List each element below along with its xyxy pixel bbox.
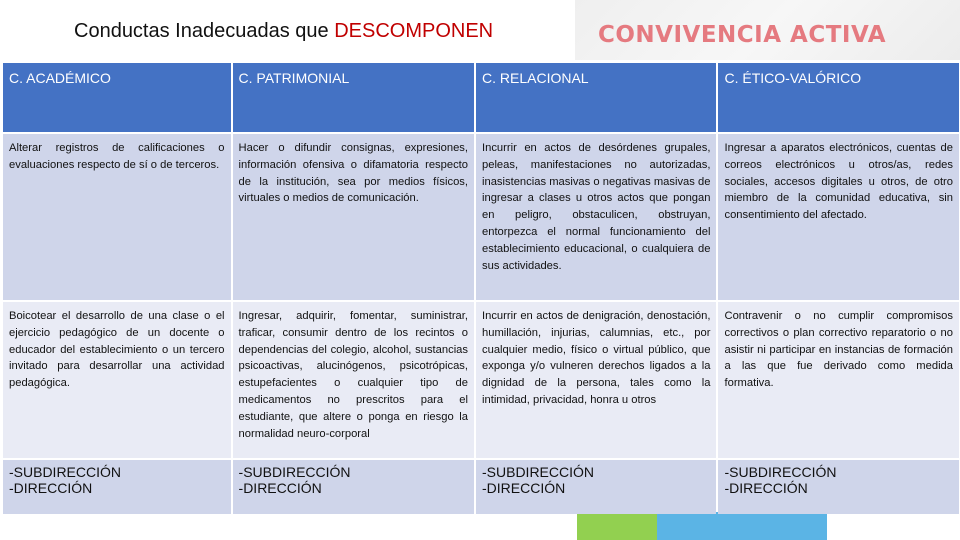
conduct-table [1, 61, 960, 516]
table-cell: Ingresar, adquirir, fomentar, suministrar, traficar, consumir dentro de los recintos o dependencias del colegio, alcohol, sustancias psicoactivas, alucinógenos, psicotrópicas, estupefacientes o cualquier tipo de medicamentos no prescritos para el estudiante, que altere o ponga en riesgo la normalidad neuro-corporal [233, 302, 474, 458]
responsible-cell [3, 460, 231, 514]
convivencia-activa-logo: CONVIVENCIA ACTIVA [598, 22, 887, 48]
header-relacional: C. RELACIONAL [476, 63, 716, 132]
title-highlight: DESCOMPONEN [334, 20, 494, 42]
header-etico-valorico: C. ÉTICO-VALÓRICO [718, 63, 959, 132]
table-cell: Hacer o difundir consignas, expresiones, información ofensiva o difamatoria respecto de la institución, sea por medios físicos, virtuales o medios de comunicación. [233, 134, 474, 300]
responsible-row [3, 460, 959, 514]
responsible-cell [718, 460, 959, 514]
table-cell: Incurrir en actos de denigración, denostación, humillación, injurias, calumnias, etc., por cualquier medio, físico o virtual público, que exponga y/o vulneren derechos ligados a la dignidad de la persona, tales como la intimidad, privacidad, honra u otros [476, 302, 716, 458]
responsible-line: -DIRECCIÓN [238, 480, 322, 496]
header-patrimonial: C. PATRIMONIAL [233, 63, 474, 132]
responsible-cell [476, 460, 716, 514]
table-row [3, 134, 959, 300]
table-row [3, 302, 959, 458]
responsible-line: -DIRECCIÓN [724, 480, 808, 496]
responsible-line: -SUBDIRECCIÓN [724, 464, 837, 480]
responsible-line: -SUBDIRECCIÓN [9, 464, 122, 480]
table-cell: Ingresar a aparatos electrónicos, cuentas de correos electrónicos u otros/as, redes sociales, accesos digitales u otros, de otro miembro de la comunidad educativa, sin consentimiento del afectado. [718, 134, 959, 300]
table-cell: Contravenir o no cumplir compromisos correctivos o plan correctivo reparatorio o no asistir ni participar en instancias de formación a las que fue derivado como medida formativa. [718, 302, 959, 458]
header-academico: C. ACADÉMICO [3, 63, 231, 132]
decorative-blue-bar [657, 512, 827, 540]
table-cell: Incurrir en actos de desórdenes grupales, peleas, manifestaciones no autorizadas, inasistencias masivas o negativas masivas de ingresar a clases u otros actos que pongan en peligro, obstaculicen, obstruyan, entorpezca el normal funcionamiento del establecimiento educacional, o cualquiera de sus actividades. [476, 134, 716, 300]
page-title [74, 20, 493, 43]
responsible-line: -SUBDIRECCIÓN [482, 464, 595, 480]
table-cell: Boicotear el desarrollo de una clase o el ejercicio pedagógico de un docente o educador del establecimiento o un tercero invitado para desarrollar una actividad pedagógica. [3, 302, 231, 458]
table-cell: Alterar registros de calificaciones o evaluaciones respecto de sí o de terceros. [3, 134, 231, 300]
responsible-line: -DIRECCIÓN [482, 480, 566, 496]
decorative-green-bar [577, 512, 657, 540]
responsible-line: -SUBDIRECCIÓN [238, 464, 351, 480]
title-prefix: Conductas Inadecuadas que [74, 20, 335, 42]
responsible-line: -DIRECCIÓN [9, 480, 93, 496]
header-row [3, 63, 959, 132]
responsible-cell [233, 460, 474, 514]
